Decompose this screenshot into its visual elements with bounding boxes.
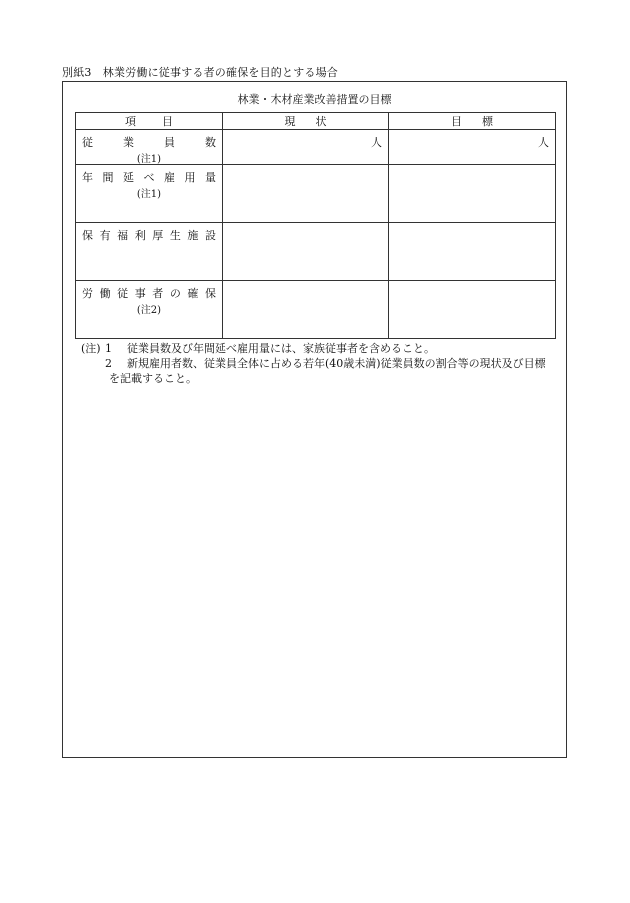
header-char: 状 xyxy=(315,115,327,128)
column-header-item xyxy=(76,113,223,130)
label-char: 従 xyxy=(82,136,93,149)
current-value-cell[interactable]: 人 xyxy=(223,130,389,165)
label-char: 員 xyxy=(164,136,175,149)
note-item xyxy=(81,341,565,356)
label-char: べ xyxy=(143,171,155,184)
table-row xyxy=(76,223,556,281)
row-label-worker-retention xyxy=(76,281,223,339)
header-char: 現 xyxy=(284,115,296,128)
label-char: 延 xyxy=(123,171,134,184)
label-char: 業 xyxy=(123,136,134,149)
notes-prefix: (注) xyxy=(81,342,101,355)
row-label-text xyxy=(82,285,216,301)
row-label-text xyxy=(82,227,216,243)
label-char: 利 xyxy=(134,229,146,242)
row-label-text xyxy=(82,134,216,150)
target-value-cell[interactable] xyxy=(389,223,556,281)
label-char: 事 xyxy=(134,287,146,300)
row-note: (注1) xyxy=(136,189,162,200)
row-label-annual-employment xyxy=(76,165,223,223)
table-header-row xyxy=(76,113,556,130)
row-label-text xyxy=(82,169,216,185)
header-char: 目 xyxy=(451,115,462,128)
form-title: 林業・木材産業改善措置の目標 xyxy=(237,93,392,106)
row-note: (注2) xyxy=(136,305,162,316)
label-char: 確 xyxy=(187,287,199,300)
label-char: 従 xyxy=(117,287,129,300)
label-char: 福 xyxy=(117,229,129,242)
label-char: 数 xyxy=(205,136,216,149)
table-row xyxy=(76,165,556,223)
label-char: 生 xyxy=(169,229,181,242)
current-value-cell[interactable] xyxy=(223,223,389,281)
label-char: 労 xyxy=(82,287,93,300)
target-value-cell[interactable] xyxy=(389,165,556,223)
current-value-cell[interactable] xyxy=(223,165,389,223)
table-row xyxy=(76,281,556,339)
label-char: 用 xyxy=(184,171,196,184)
label-char: 有 xyxy=(99,229,111,242)
note-number: 2 xyxy=(105,357,112,370)
label-char: 者 xyxy=(152,287,164,300)
table-row xyxy=(76,130,556,165)
label-char: 間 xyxy=(102,171,114,184)
row-label-welfare-facilities xyxy=(76,223,223,281)
column-header-current xyxy=(223,113,389,130)
target-table xyxy=(75,112,556,339)
document-heading: 別紙3 林業労働に従事する者の確保を目的とする場合 xyxy=(62,66,338,79)
label-char: 雇 xyxy=(164,171,175,184)
row-note: (注1) xyxy=(136,154,162,165)
row-label-employees xyxy=(76,130,223,165)
label-char: 設 xyxy=(204,229,216,242)
notes-section xyxy=(81,341,565,386)
target-value-cell[interactable] xyxy=(389,281,556,339)
header-char: 標 xyxy=(482,115,493,128)
note-text: 従業員数及び年間延べ雇用量には、家族従事者を含めること。 xyxy=(127,342,435,355)
note-continuation: を記載すること。 xyxy=(109,372,197,385)
label-char: 保 xyxy=(204,287,216,300)
header-char: 目 xyxy=(162,115,173,128)
form-frame xyxy=(62,81,567,758)
target-value-cell[interactable]: 人 xyxy=(389,130,556,165)
label-char: の xyxy=(169,287,181,300)
label-char: 厚 xyxy=(152,229,164,242)
label-char: 保 xyxy=(82,229,93,242)
note-number: 1 xyxy=(105,342,112,355)
label-char: 量 xyxy=(205,171,216,184)
column-header-target xyxy=(389,113,556,130)
label-char: 年 xyxy=(82,171,93,184)
note-item xyxy=(81,356,565,371)
label-char: 施 xyxy=(187,229,199,242)
label-char: 働 xyxy=(99,287,111,300)
note-text: 新規雇用者数、従業員全体に占める若年(40歳未満)従業員数の割合等の現状及び目標 xyxy=(127,357,546,370)
current-value-cell[interactable] xyxy=(223,281,389,339)
header-char: 項 xyxy=(125,115,136,128)
